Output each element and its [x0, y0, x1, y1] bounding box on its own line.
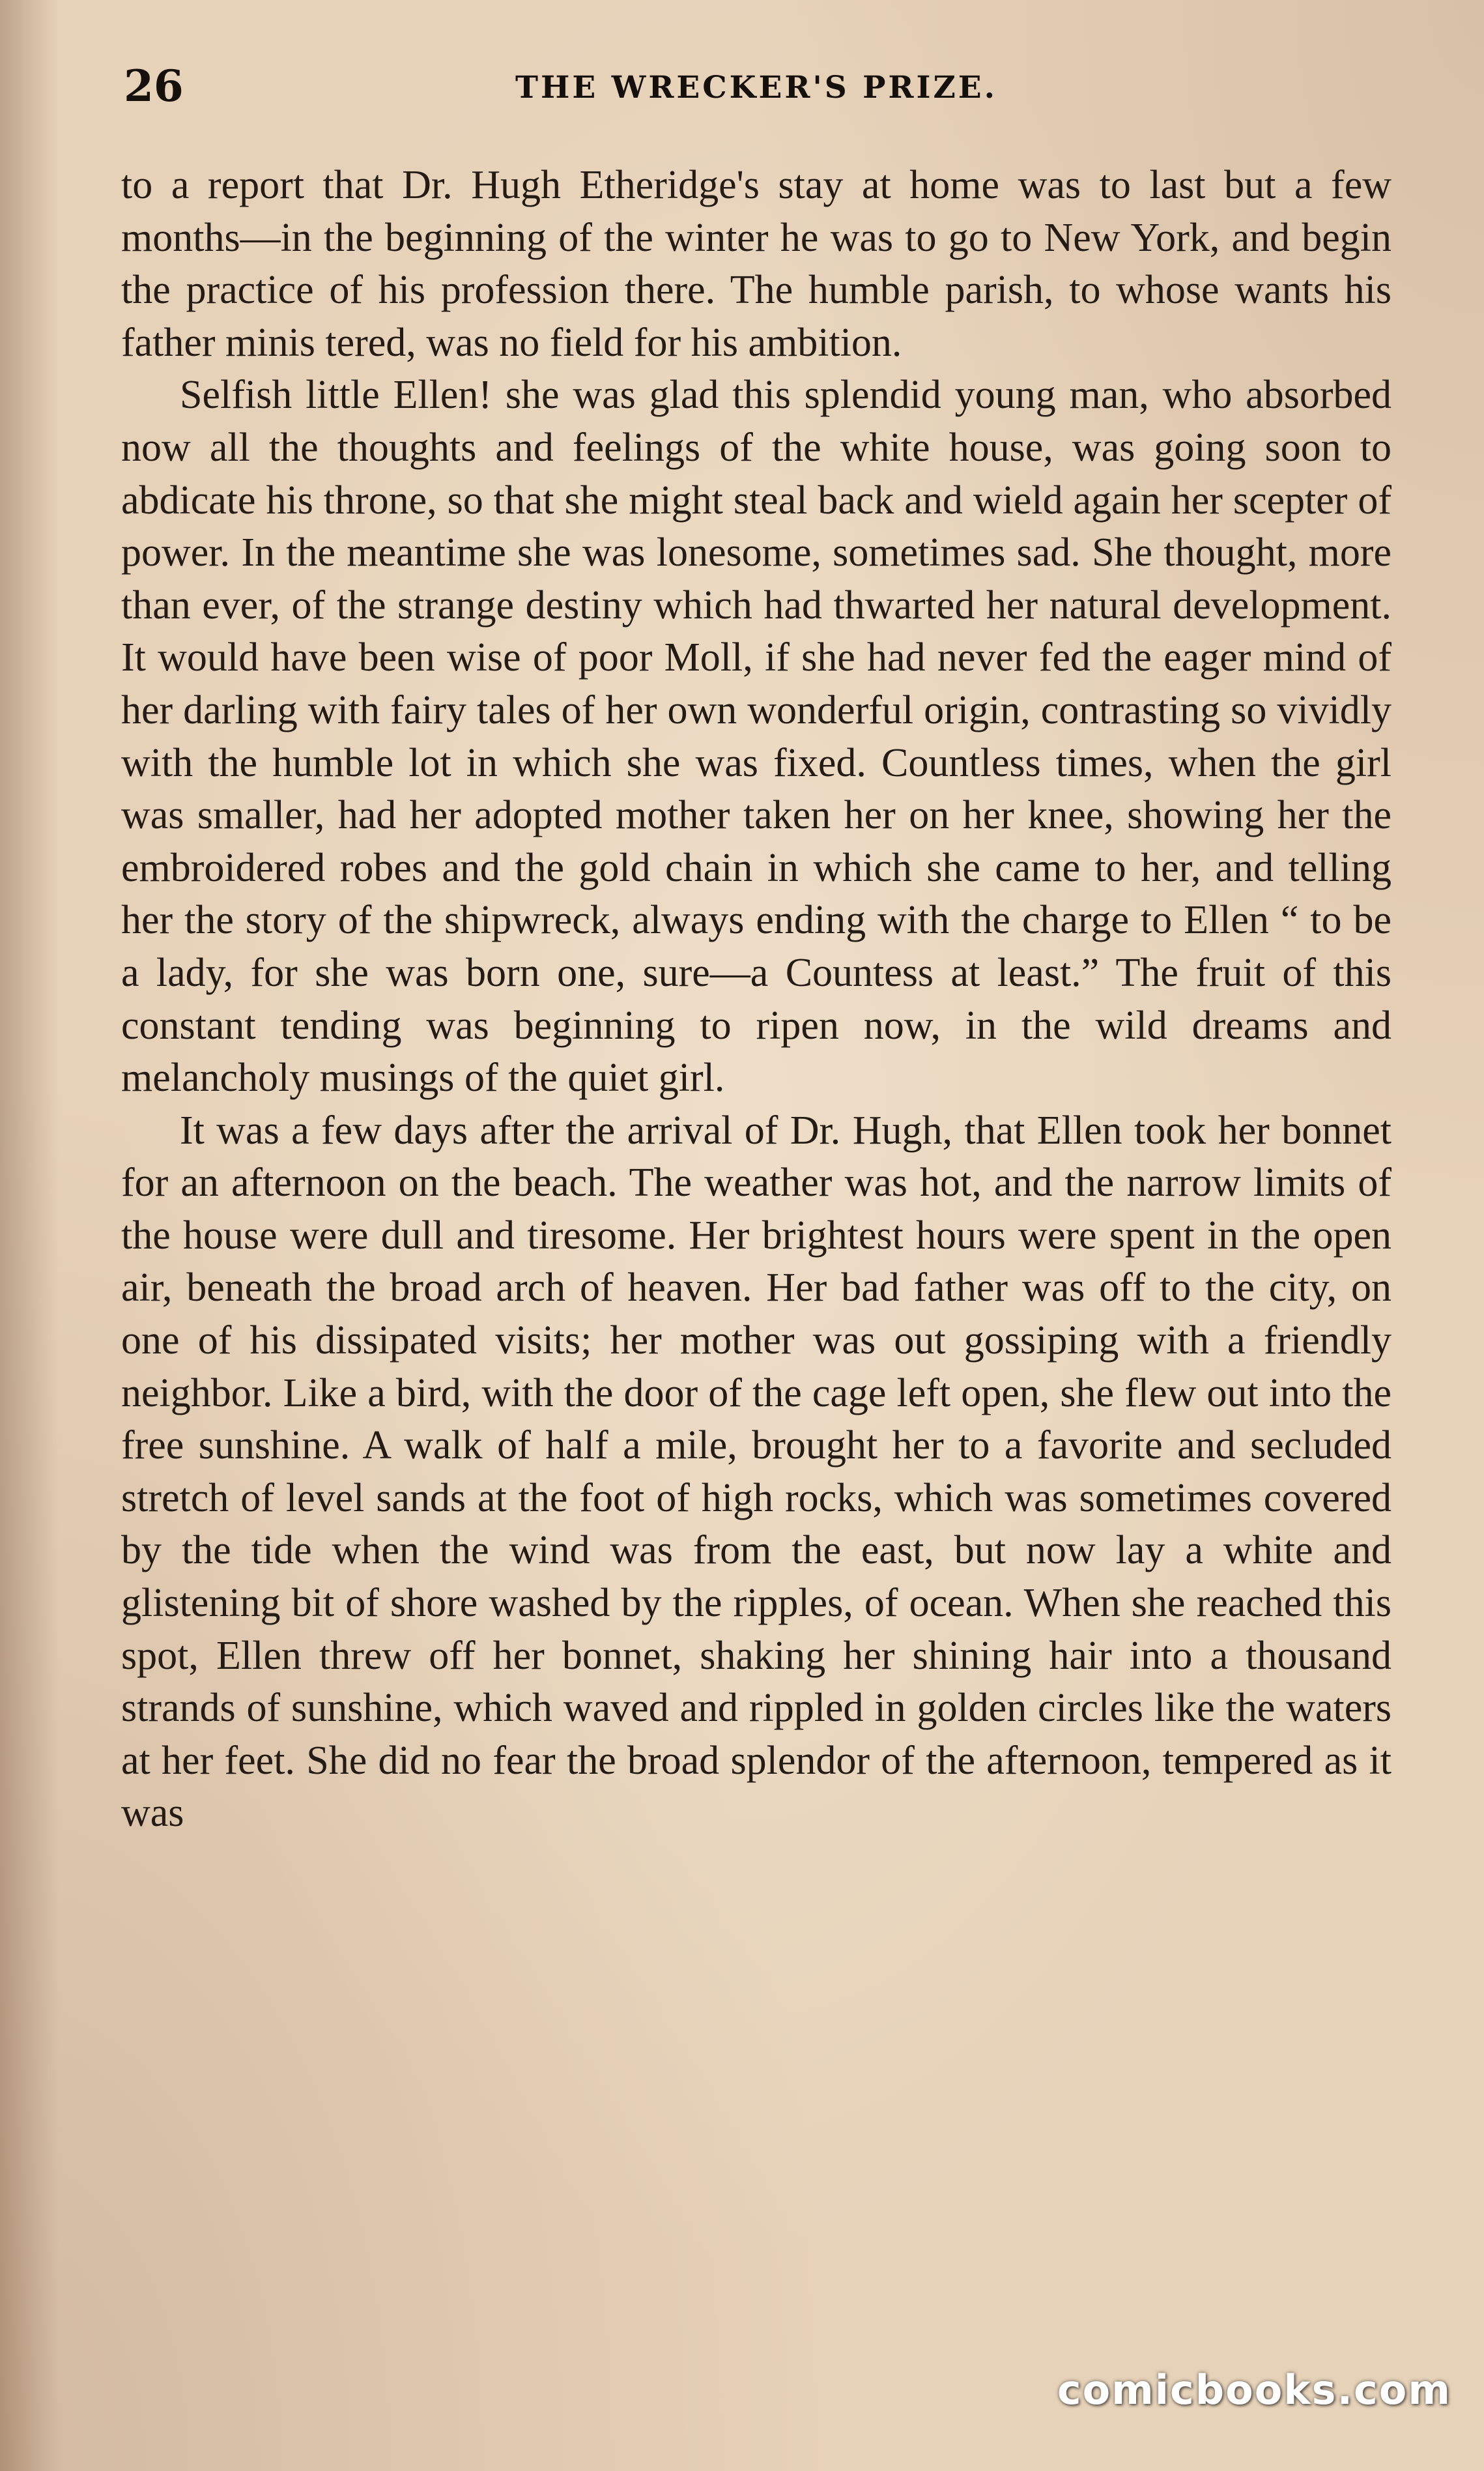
page-number: 26: [124, 61, 184, 111]
running-title: THE WRECKER'S PRIZE.: [515, 70, 997, 106]
body-text: [121, 159, 1391, 1840]
spine-shadow: [0, 0, 59, 2471]
watermark: comicbooks.com: [1057, 2366, 1451, 2414]
running-head: [124, 60, 1389, 112]
paragraph-1: to a report that Dr. Hugh Etheridge's stay at home was to last but a few months—in the beginning of the winter he was to go to New York, and begin the practice of his profession there. The humble parish, to whose wants his father minis tered, was no field for his ambition.: [121, 163, 1391, 365]
paragraph-3: It was a few days after the arrival of Dr. Hugh, that Ellen took her bonnet for an afternoon on the beach. The weather was hot, and the narrow limits of the house were dull and tiresome. Her brightest hours were spent in the open air, beneath the broad arch of heaven. Her bad father was off to the city, on one of his dissipated visits; her mother was out gossiping with a friendly neighbor. Like a bird, with the door of the cage left open, she flew out into the free sunshine. A walk of half a mile, brought her to a favorite and secluded stretch of level sands at the foot of high rocks, which was sometimes covered by the tide when the wind was from the east, but now lay a white and glistening bit of shore washed by the ripples, of ocean. When she reached this spot, Ellen threw off her bonnet, shaking her shining hair into a thousand strands of sunshine, which waved and rippled in golden circles like the waters at her feet. She did no fear the broad splendor of the afternoon, tempered as it was: [121, 1108, 1391, 1836]
paragraph-2: Selfish little Ellen! she was glad this splendid young man, who absorbed now all the thoughts and feelings of the white house, was going soon to abdicate his throne, so that she might steal back and wield again her scepter of power. In the meantime she was lonesome, sometimes sad. She thought, more than ever, of the strange destiny which had thwarted her natural development. It would have been wise of poor Moll, if she had never fed the eager mind of her darling with fairy tales of her own wonderful origin, contrasting so vividly with the humble lot in which she was fixed. Countless times, when the girl was smaller, had her adopted mother taken her on her knee, showing her the embroidered robes and the gold chain in which she came to her, and telling her the story of the shipwreck, always ending with the charge to Ellen “ to be a lady, for she was born one, sure—a Countess at least.” The fruit of this constant tending was beginning to ripen now, in the wild dreams and melancholy musings of the quiet girl.: [121, 373, 1391, 1101]
